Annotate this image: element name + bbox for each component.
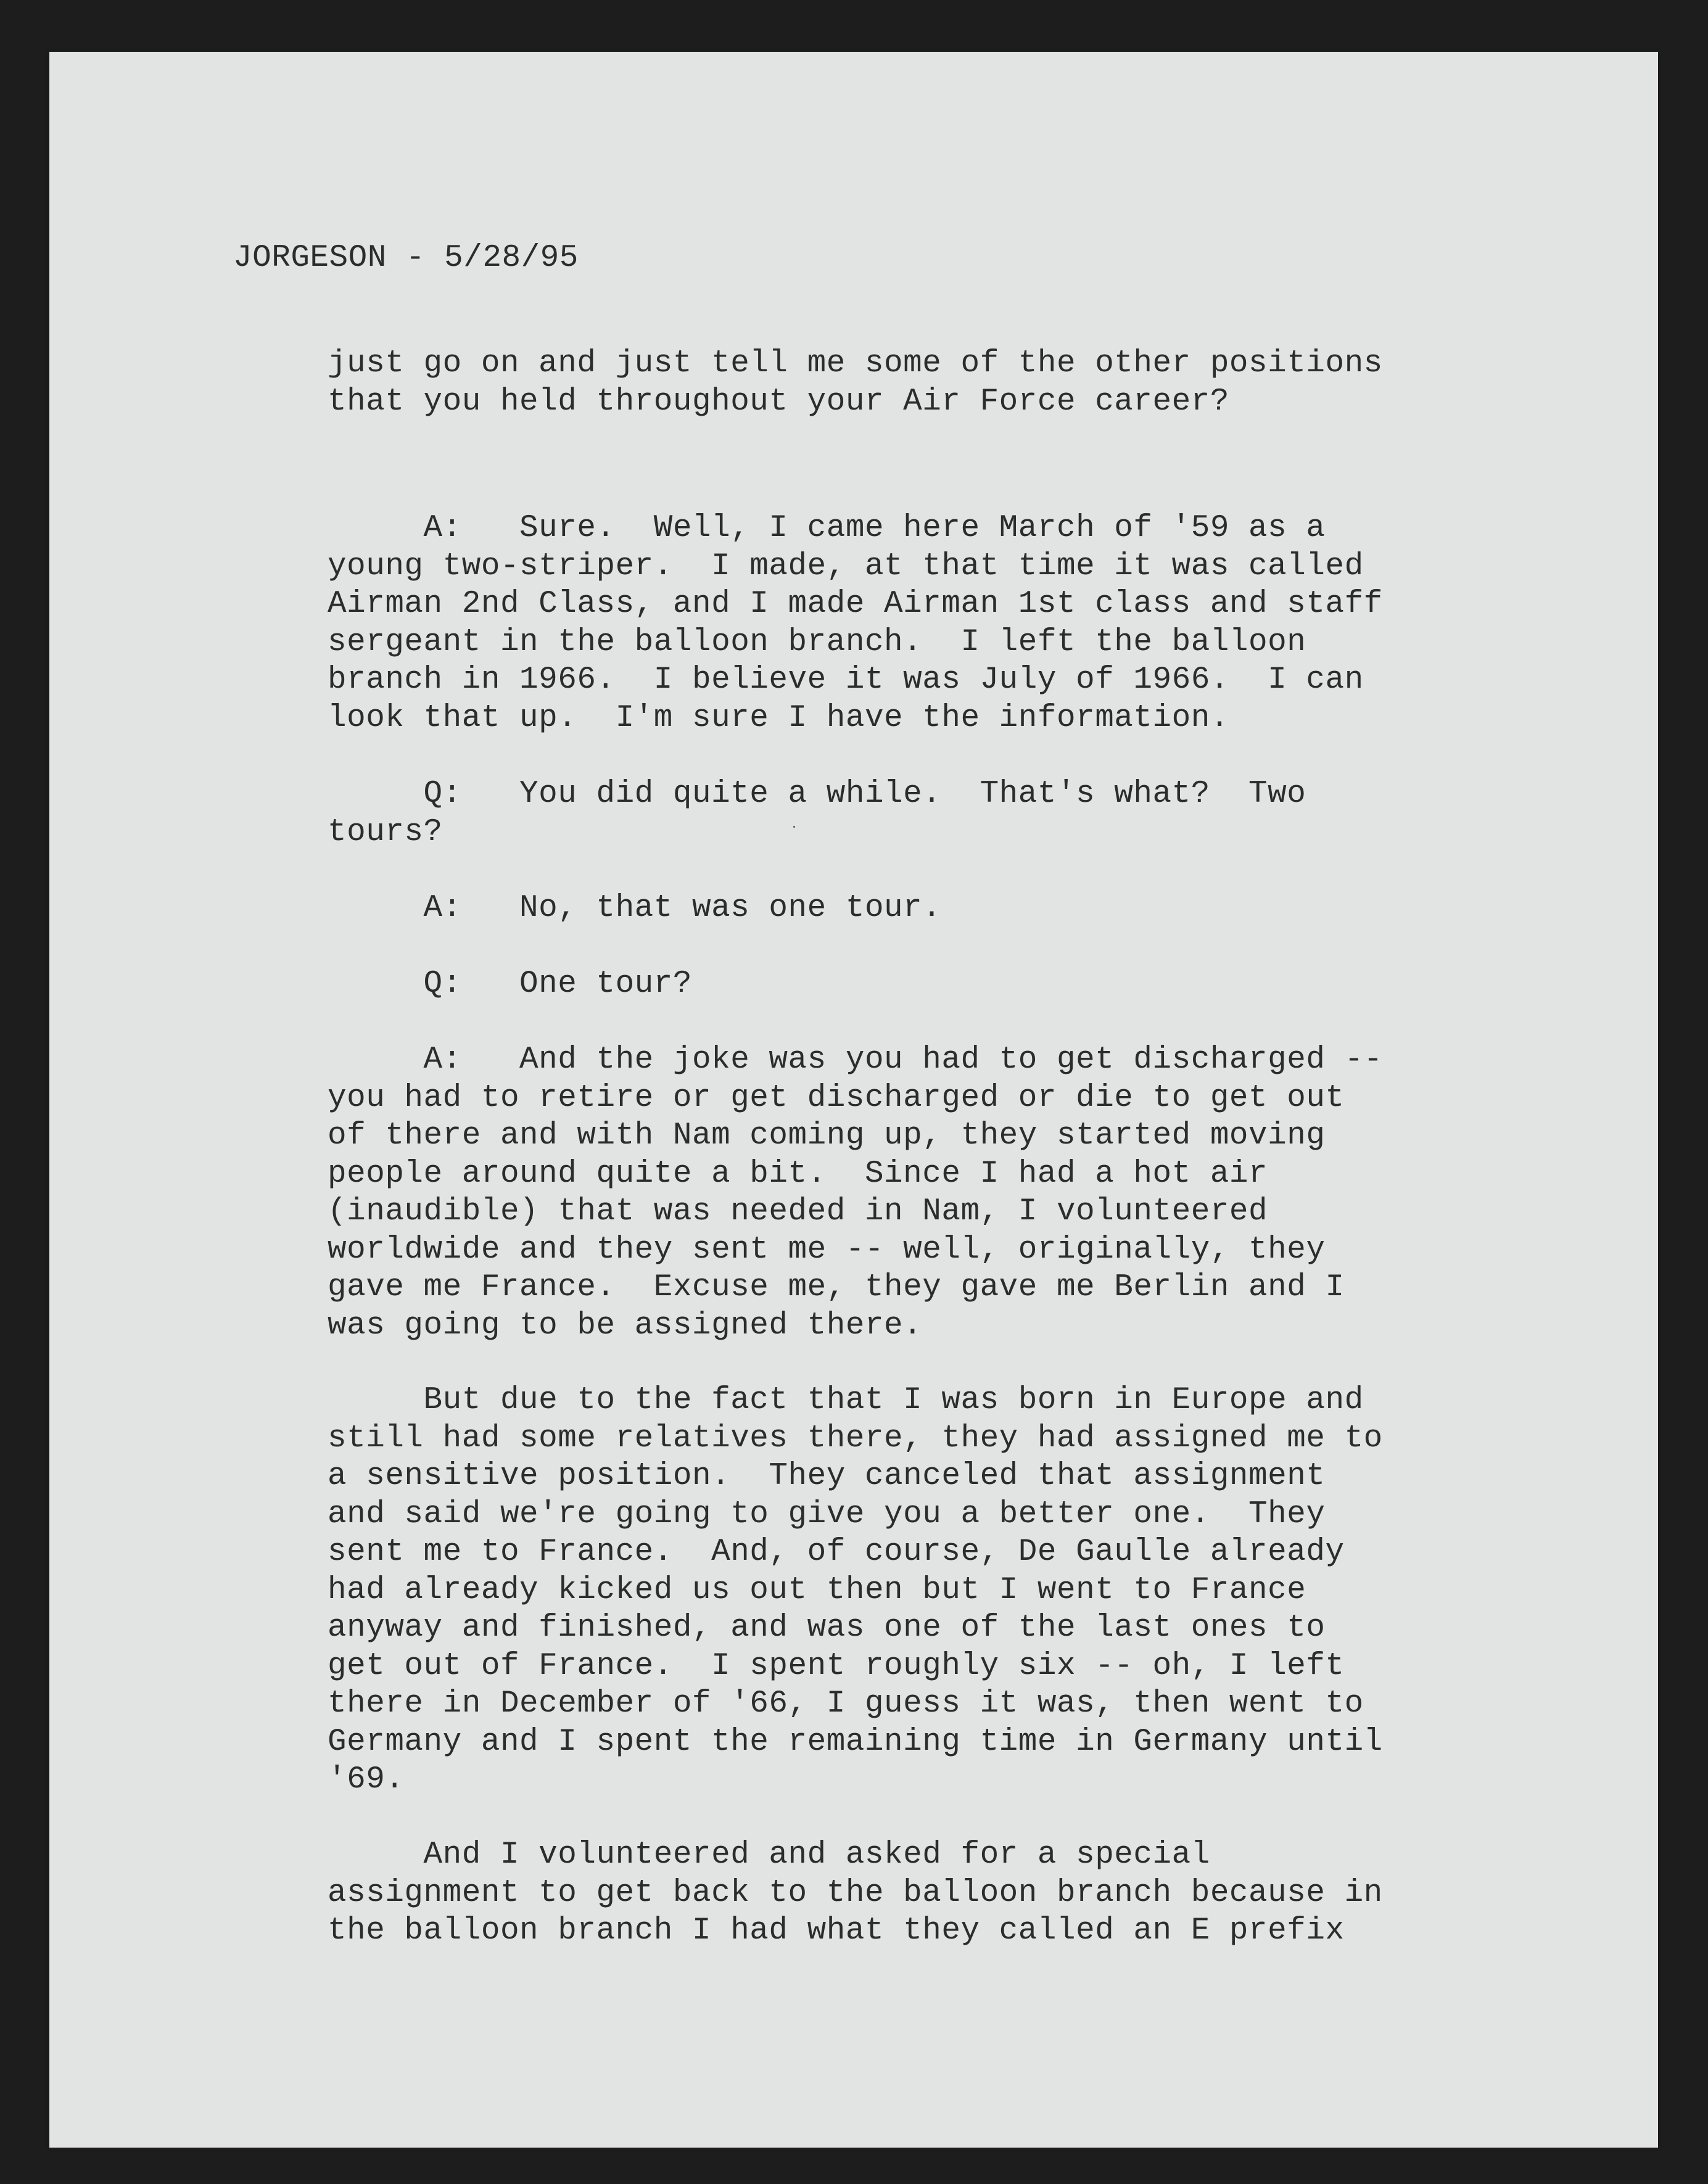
paragraph-6: A: And the joke was you had to get discharged -- you had to retire or get discharged or die to get out of there and with Nam coming up, they started moving people around quite a bit. Since I had a hot air (inaudible) that was needed in Nam, I volunteered worldwide and they sent me -- well, originally, they gave me France. Excuse me, they gave me Berlin and I was going to be assigned there. (328, 1042, 1383, 1343)
document-page (49, 52, 1658, 2148)
paragraph-3: Q: You did quite a while. That's what? Two tours? (328, 777, 1306, 850)
page-header: JORGESON - 5/28/95 (233, 241, 579, 276)
paragraph-2: A: Sure. Well, I came here March of '59 as a young two-striper. I made, at that time it was called Airman 2nd Class, and I made Airman 1st class and staff sergeant in the balloon branch. I left the balloon branch in 1966. I believe it was July of 1966. I can look that up. I'm sure I have the information. (328, 511, 1383, 736)
paragraph-8: And I volunteered and asked for a special assignment to get back to the balloon branch because in the balloon branch I had what they called an E prefix (328, 1837, 1383, 1948)
paragraph-5: Q: One tour? (328, 966, 692, 1002)
paragraph-4: A: No, that was one tour. (328, 891, 942, 926)
paragraph-7: But due to the fact that I was born in Europe and still had some relatives there, they had assigned me to a sensitive position. They canceled that assignment and said we're going to give you a better one. They sent me to France. And, of course, De Gaulle already had already kicked us out then but I went to France anyway and finished, and was one of the last ones to get out of France. I spent roughly six -- oh, I left there in December of '66, I guess it was, then went to Germany and I spent the remaining time in Germany until '69. (328, 1383, 1383, 1797)
paragraph-1: just go on and just tell me some of the other positions that you held throughout your Air Force career? (328, 346, 1383, 419)
paper-speck (793, 826, 795, 828)
